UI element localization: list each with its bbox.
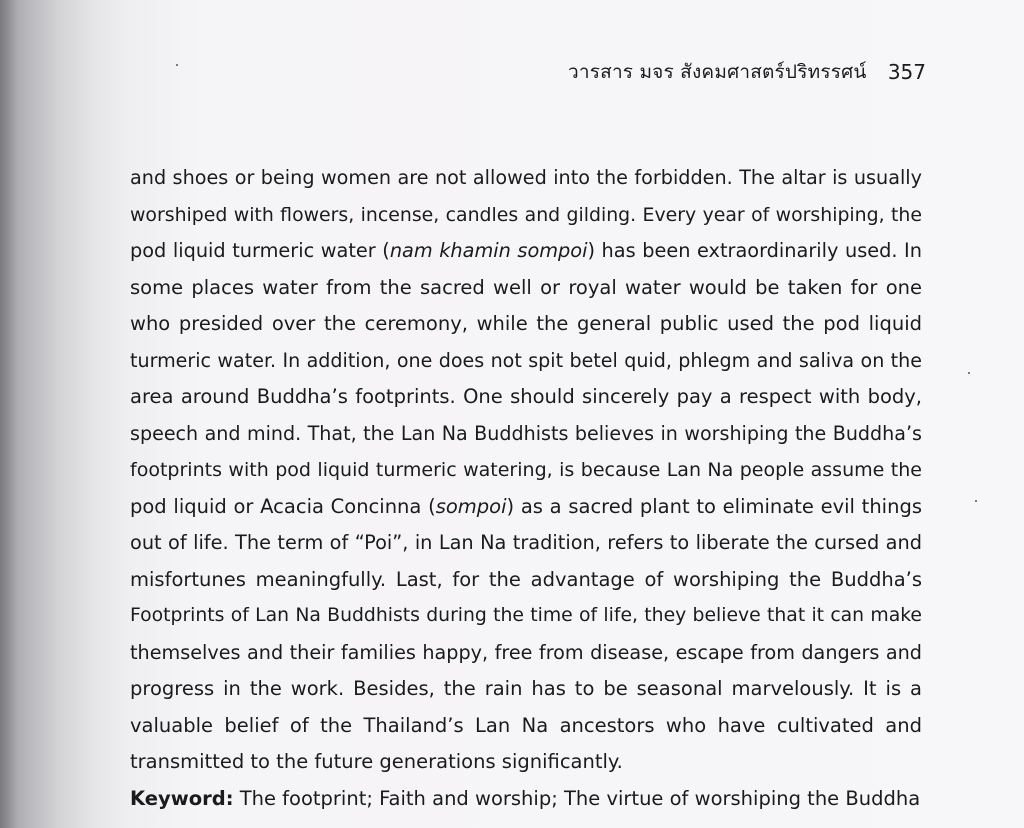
text-run: progress in the work. Besides, the rain has to be seasonal marvelously. It is a [130, 677, 922, 700]
text-line [130, 744, 922, 781]
text-line [130, 160, 922, 197]
book-spine-shadow [0, 0, 18, 828]
abstract-body [130, 160, 922, 817]
text-run: pod liquid or Acacia Concinna ( [130, 494, 436, 518]
text-run: worshiped with flowers, incense, candles and gilding. Every year of worshiping, the [130, 203, 922, 226]
text-line [130, 379, 922, 416]
text-line [130, 233, 922, 270]
text-line [130, 489, 922, 526]
text-run: and shoes or being women are not allowed into the forbidden. The altar is usually [130, 166, 922, 189]
text-run: some places water from the sacred well or royal water would be taken for one [130, 275, 922, 299]
scan-speck [975, 500, 977, 502]
text-run: footprints with pod liquid turmeric watering, is because Lan Na people assume the [130, 459, 922, 481]
page-number: 357 [887, 60, 926, 84]
text-run: area around Buddha’s footprints. One should sincerely pay a respect with body, [130, 385, 922, 408]
text-line [130, 598, 922, 635]
text-run: valuable belief of the Thailand’s Lan Na ancestors who have cultivated and [130, 713, 922, 737]
text-line [130, 562, 922, 599]
text-line [130, 306, 922, 343]
keyword-line [130, 781, 922, 818]
text-run: transmitted to the future generations significantly. [130, 750, 623, 773]
text-run: misfortunes meaningfully. Last, for the advantage of worshiping the Buddha’s [130, 567, 922, 591]
text-run: speech and mind. That, the Lan Na Buddhists believes in worshiping the Buddha’s [130, 421, 922, 445]
text-line [130, 270, 922, 307]
text-line [130, 671, 922, 708]
text-line [130, 197, 922, 234]
text-run: ) has been extraordinarily used. In [587, 239, 922, 262]
text-run: turmeric water. In addition, one does not spit betel quid, phlegm and saliva on the [130, 348, 922, 372]
text-line [130, 452, 922, 489]
italic-term: nam khamin sompoi [389, 239, 588, 262]
text-run: out of life. The term of “Poi”, in Lan Na tradition, refers to liberate the cursed and [130, 531, 922, 554]
text-line [130, 525, 922, 562]
text-line [130, 635, 922, 672]
keyword-text: The footprint; Faith and worship; The virtue of worshiping the Buddha [233, 786, 921, 810]
running-header [560, 56, 930, 88]
italic-term: sompoi [435, 494, 507, 518]
text-run: ) as a sacred plant to eliminate evil things [506, 494, 922, 518]
keyword-label: Keyword: [130, 786, 234, 810]
text-run: themselves and their families happy, free from disease, escape from dangers and [130, 640, 922, 664]
text-run: pod liquid turmeric water ( [130, 239, 390, 262]
text-run: Footprints of Lan Na Buddhists during the time of life, they believe that it can make [130, 605, 922, 626]
text-line [130, 343, 922, 380]
scan-speck [176, 64, 178, 66]
text-line [130, 416, 922, 453]
text-line [130, 708, 922, 745]
text-run: who presided over the ceremony, while the general public used the pod liquid [130, 312, 922, 335]
scan-speck [968, 372, 970, 374]
journal-title: วารสาร มจร สังคมศาสตร์ปริทรรศน์ [568, 61, 867, 83]
